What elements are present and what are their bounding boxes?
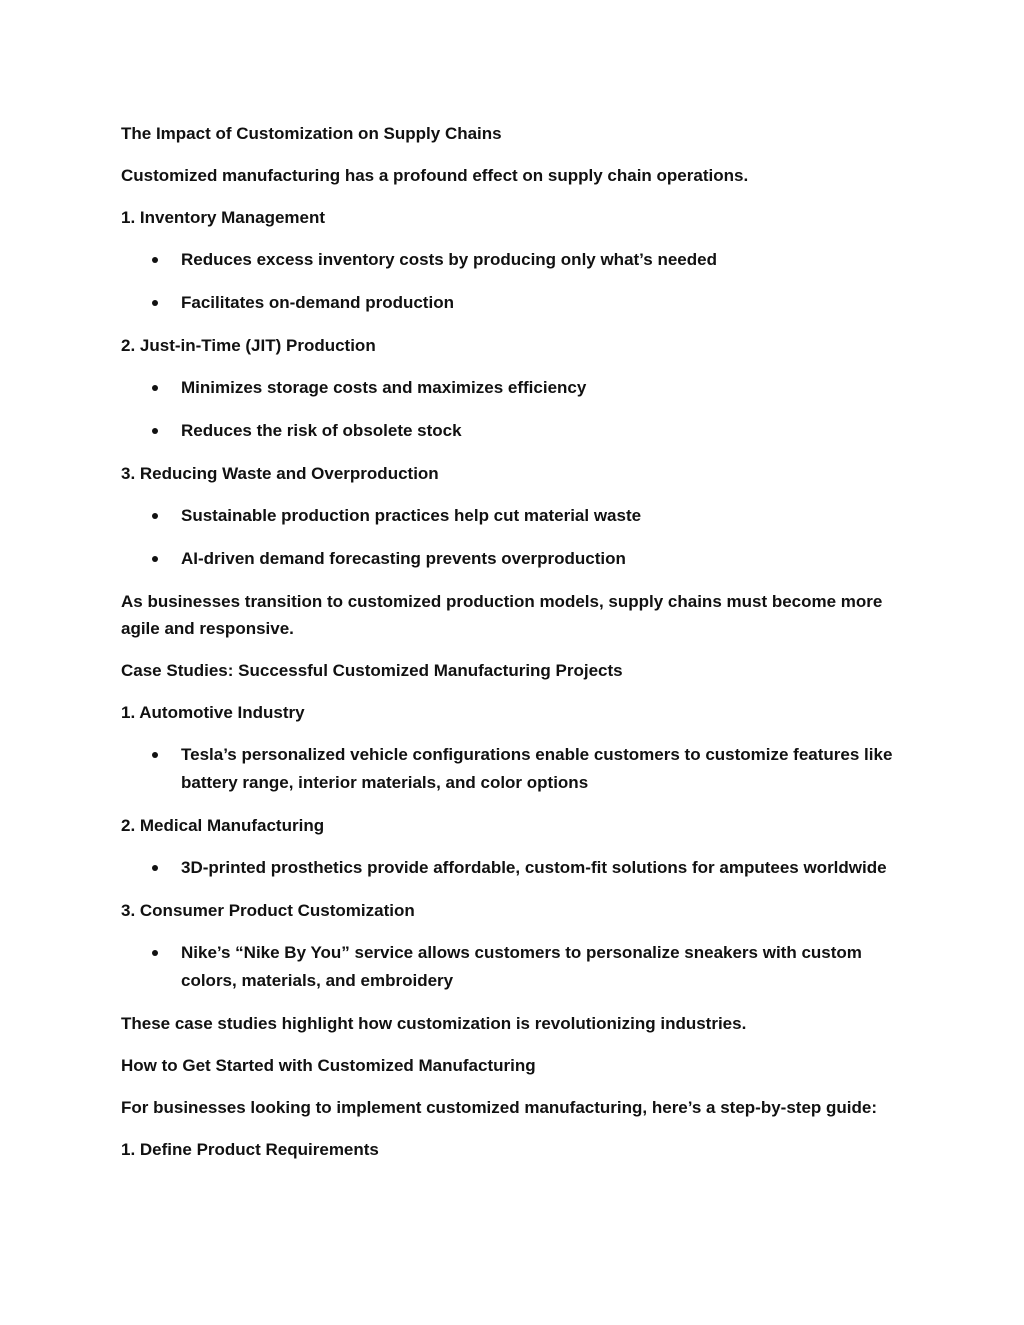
bullet-item — [121, 854, 911, 882]
bullet-item — [121, 417, 911, 445]
paragraph: 2. Medical Manufacturing — [121, 816, 325, 835]
bullet-text: Nike’s “Nike By You” service allows customers to personalize sneakers with custom colors, materials, and embroidery — [181, 943, 862, 990]
bullet-dot-icon — [152, 556, 158, 562]
paragraph: These case studies highlight how customization is revolutionizing industries. — [121, 1014, 747, 1033]
paragraph: The Impact of Customization on Supply Chains — [121, 124, 502, 143]
bullet-dot-icon — [152, 865, 158, 871]
bullet-text: Reduces the risk of obsolete stock — [181, 421, 462, 440]
paragraph: Customized manufacturing has a profound effect on supply chain operations. — [121, 166, 749, 185]
bullet-item — [121, 289, 911, 317]
paragraph: For businesses looking to implement customized manufacturing, here’s a step-by-step guide: — [121, 1098, 877, 1117]
bullet-item — [121, 502, 911, 530]
paragraph: 3. Reducing Waste and Overproduction — [121, 464, 439, 483]
paragraph: 1. Define Product Requirements — [121, 1140, 379, 1159]
bullet-dot-icon — [152, 385, 158, 391]
paragraph: 1. Inventory Management — [121, 208, 326, 227]
bullet-item — [121, 246, 911, 274]
paragraph: Case Studies: Successful Customized Manufacturing Projects — [121, 661, 623, 680]
bullet-list — [121, 854, 911, 882]
bullet-item — [121, 939, 911, 995]
paragraph: 1. Automotive Industry — [121, 703, 305, 722]
bullet-list — [121, 741, 911, 797]
document-body — [121, 120, 911, 1178]
bullet-text: Minimizes storage costs and maximizes efficiency — [181, 378, 587, 397]
bullet-item — [121, 374, 911, 402]
bullet-dot-icon — [152, 257, 158, 263]
bullet-item — [121, 545, 911, 573]
paragraph: As businesses transition to customized production models, supply chains must become more agile and responsive. — [121, 592, 883, 638]
bullet-text: 3D-printed prosthetics provide affordable, custom-fit solutions for amputees worldwide — [181, 858, 887, 877]
bullet-text: Facilitates on-demand production — [181, 293, 454, 312]
bullet-text: AI-driven demand forecasting prevents overproduction — [181, 549, 626, 568]
paragraph: How to Get Started with Customized Manufacturing — [121, 1056, 536, 1075]
bullet-text: Sustainable production practices help cut material waste — [181, 506, 642, 525]
bullet-list — [121, 374, 911, 445]
bullet-dot-icon — [152, 300, 158, 306]
bullet-dot-icon — [152, 752, 158, 758]
bullet-text: Reduces excess inventory costs by producing only what’s needed — [181, 250, 717, 269]
bullet-dot-icon — [152, 513, 158, 519]
bullet-list — [121, 502, 911, 573]
bullet-dot-icon — [152, 950, 158, 956]
paragraph: 3. Consumer Product Customization — [121, 901, 415, 920]
bullet-list — [121, 246, 911, 317]
bullet-dot-icon — [152, 428, 158, 434]
bullet-item — [121, 741, 911, 797]
paragraph: 2. Just-in-Time (JIT) Production — [121, 336, 376, 355]
bullet-list — [121, 939, 911, 995]
bullet-text: Tesla’s personalized vehicle configurations enable customers to customize features like battery range, interior materials, and color options — [181, 745, 893, 792]
